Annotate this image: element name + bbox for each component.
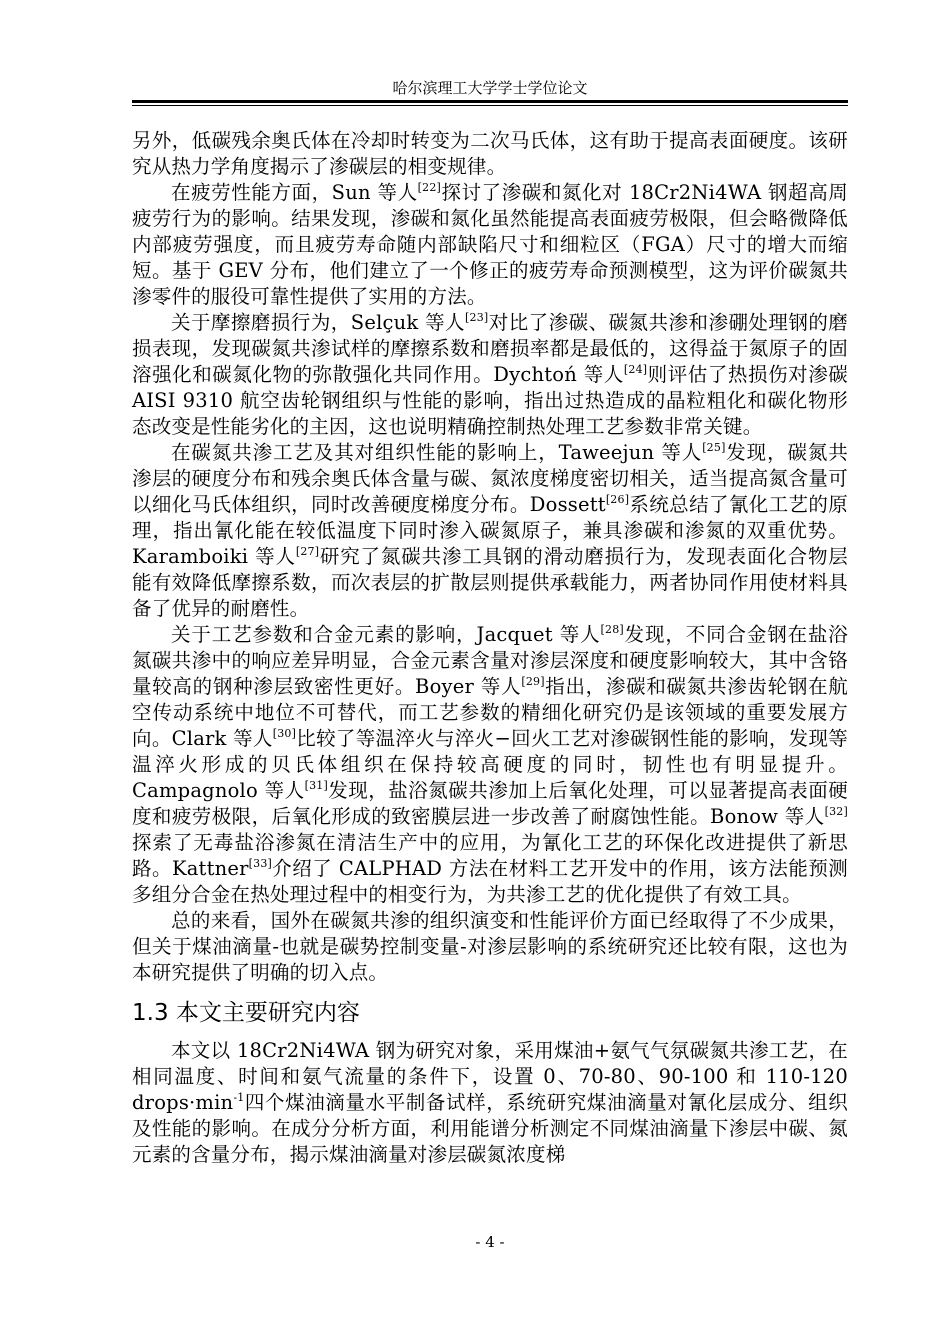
- body-text: [132, 128, 848, 1168]
- paragraph-7-text: 四个煤油滴量水平制备试样，系统研究煤油滴量对氰化层成分、组织及性能的影响。在成分分析方面，利用能谱分析测定不同煤油滴量下渗层中碳、氮元素的含量分布，揭示煤油滴量对渗层碳氮浓度梯: [132, 1091, 848, 1166]
- paragraph-5-text: 探索了无毒盐浴渗氮在清洁生产中的应用，为氰化工艺的环保化改进提供了新思路。Kattner: [132, 831, 848, 880]
- paragraph-5-text: 发现，盐浴氮碳共渗加上后氧化处理，可以显著提高表面硬度和疲劳极限，后氧化形成的致密膜层进一步改善了耐腐蚀性能。Bonow 等人: [132, 779, 849, 828]
- paragraph-3: [132, 310, 848, 440]
- paragraph-7-text: 本文以 18Cr2Ni4WA 钢为研究对象，采用煤油+氨气气氛碳氮共渗工艺，在相同温度、时间和氨气流量的条件下，设置 0、70-80、90-100 和 110-120 drops·min: [132, 1039, 848, 1114]
- citation-33: [33]: [248, 857, 273, 870]
- running-header: 哈尔滨理工大学学士学位论文: [392, 79, 588, 97]
- paragraph-3-text: 对比了渗碳、碳氮共渗和渗硼处理钢的磨损表现，发现碳氮共渗试样的摩擦系数和磨损率都是最低的，这得益于氮原子的固溶强化和碳氮化物的弥散强化共同作用。Dychtoń 等人: [132, 311, 848, 386]
- paragraph-4-text: 在碳氮共渗工艺及其对组织性能的影响上，Taweejun 等人: [171, 441, 703, 464]
- citation-31: [31]: [304, 779, 328, 792]
- paragraph-5-text: 发现，不同合金钢在盐浴氮碳共渗中的响应差异明显，合金元素含量对渗层深度和硬度影响较大，其中含铬量较高的钢种渗层致密性更好。Boyer 等人: [132, 623, 849, 698]
- citation-30: [30]: [272, 727, 297, 740]
- citation-26: [26]: [605, 493, 630, 506]
- citation-29: [29]: [521, 675, 545, 688]
- paragraph-2-text: 在疲劳性能方面，Sun 等人: [171, 181, 418, 204]
- header-rule-thick: [132, 100, 848, 103]
- paragraph-2: [132, 180, 848, 310]
- paragraph-3-text: 则评估了热损伤对渗碳 AISI 9310 航空齿轮钢组织与性能的影响，指出过热造成的晶粒粗化和碳化物形态改变是性能劣化的主因，这也说明精确控制热处理工艺参数非常关键。: [132, 363, 848, 438]
- header-rule-thin: [132, 105, 848, 106]
- paragraph-4-text: 研究了氮碳共渗工具钢的滑动磨损行为，发现表面化合物层能有效降低摩擦系数，而次表层的扩散层则提供承载能力，两者协同作用使材料具备了优异的耐磨性。: [132, 545, 848, 620]
- citation-22: [22]: [417, 181, 442, 194]
- paragraph-5-text: 关于工艺参数和合金元素的影响，Jacquet 等人: [171, 623, 601, 646]
- citation-24: [24]: [623, 363, 648, 376]
- paragraph-5-text: 指出，渗碳和碳氮共渗齿轮钢在航空传动系统中地位不可替代，而工艺参数的精细化研究仍是该领域的重要发展方向。Clark 等人: [132, 675, 848, 750]
- page-number: - 4 -: [475, 1233, 505, 1251]
- citation-28: [28]: [600, 623, 624, 636]
- paragraph-3-text: 关于摩擦磨损行为，Selçuk 等人: [171, 311, 466, 334]
- citation-27: [27]: [295, 545, 320, 558]
- paragraph-4-text: 系统总结了氰化工艺的原理，指出氰化能在较低温度下同时渗入碳氮原子，兼具渗碳和渗氮的双重优势。Karamboiki 等人: [132, 493, 848, 568]
- citation-32: [32]: [824, 805, 848, 818]
- citation-25: [25]: [702, 441, 726, 454]
- paragraph-1: 另外，低碳残余奥氏体在冷却时转变为二次马氏体，这有助于提高表面硬度。该研究从热力学角度揭示了渗碳层的相变规律。: [132, 129, 848, 178]
- paragraph-6: 总的来看，国外在碳氮共渗的组织演变和性能评价方面已经取得了不少成果，但关于煤油滴量-也就是碳势控制变量-对渗层影响的系统研究还比较有限，这也为本研究提供了明确的切入点。: [132, 909, 848, 984]
- paragraph-5: [132, 622, 848, 908]
- paragraph-4: [132, 440, 848, 622]
- unit-exponent: -1: [233, 1091, 245, 1104]
- citation-23: [23]: [465, 311, 489, 324]
- paragraph-4-text: 发现，碳氮共渗层的硬度分布和残余奥氏体含量与碳、氮浓度梯度密切相关，适当提高氮含量可以细化马氏体组织，同时改善硬度梯度分布。Dossett: [132, 441, 848, 516]
- paragraph-2-text: 探讨了渗碳和氮化对 18Cr2Ni4WA 钢超高周疲劳行为的影响。结果发现，渗碳和氮化虽然能提高表面疲劳极限，但会略微降低内部疲劳强度，而且疲劳寿命随内部缺陷尺寸和细粒区（FGA）尺寸的增大而缩短。基于 GEV 分布，他们建立了一个修正的疲劳寿命预测模型，这为评价碳氮共渗零件的服役可靠性提供了实用的方法。: [132, 181, 848, 308]
- paragraph-5-text: 介绍了 CALPHAD 方法在材料工艺开发中的作用，该方法能预测多组分合金在热处理过程中的相变行为，为共渗工艺的优化提供了有效工具。: [132, 857, 848, 906]
- paragraph-7: [132, 1038, 848, 1168]
- section-heading: 1.3 本文主要研究内容: [132, 1000, 360, 1026]
- paragraph-5-text: 比较了等温淬火与淬火−回火工艺对渗碳钢性能的影响，发现等温淬火形成的贝氏体组织在保持较高硬度的同时，韧性也有明显提升。Campagnolo 等人: [132, 727, 848, 802]
